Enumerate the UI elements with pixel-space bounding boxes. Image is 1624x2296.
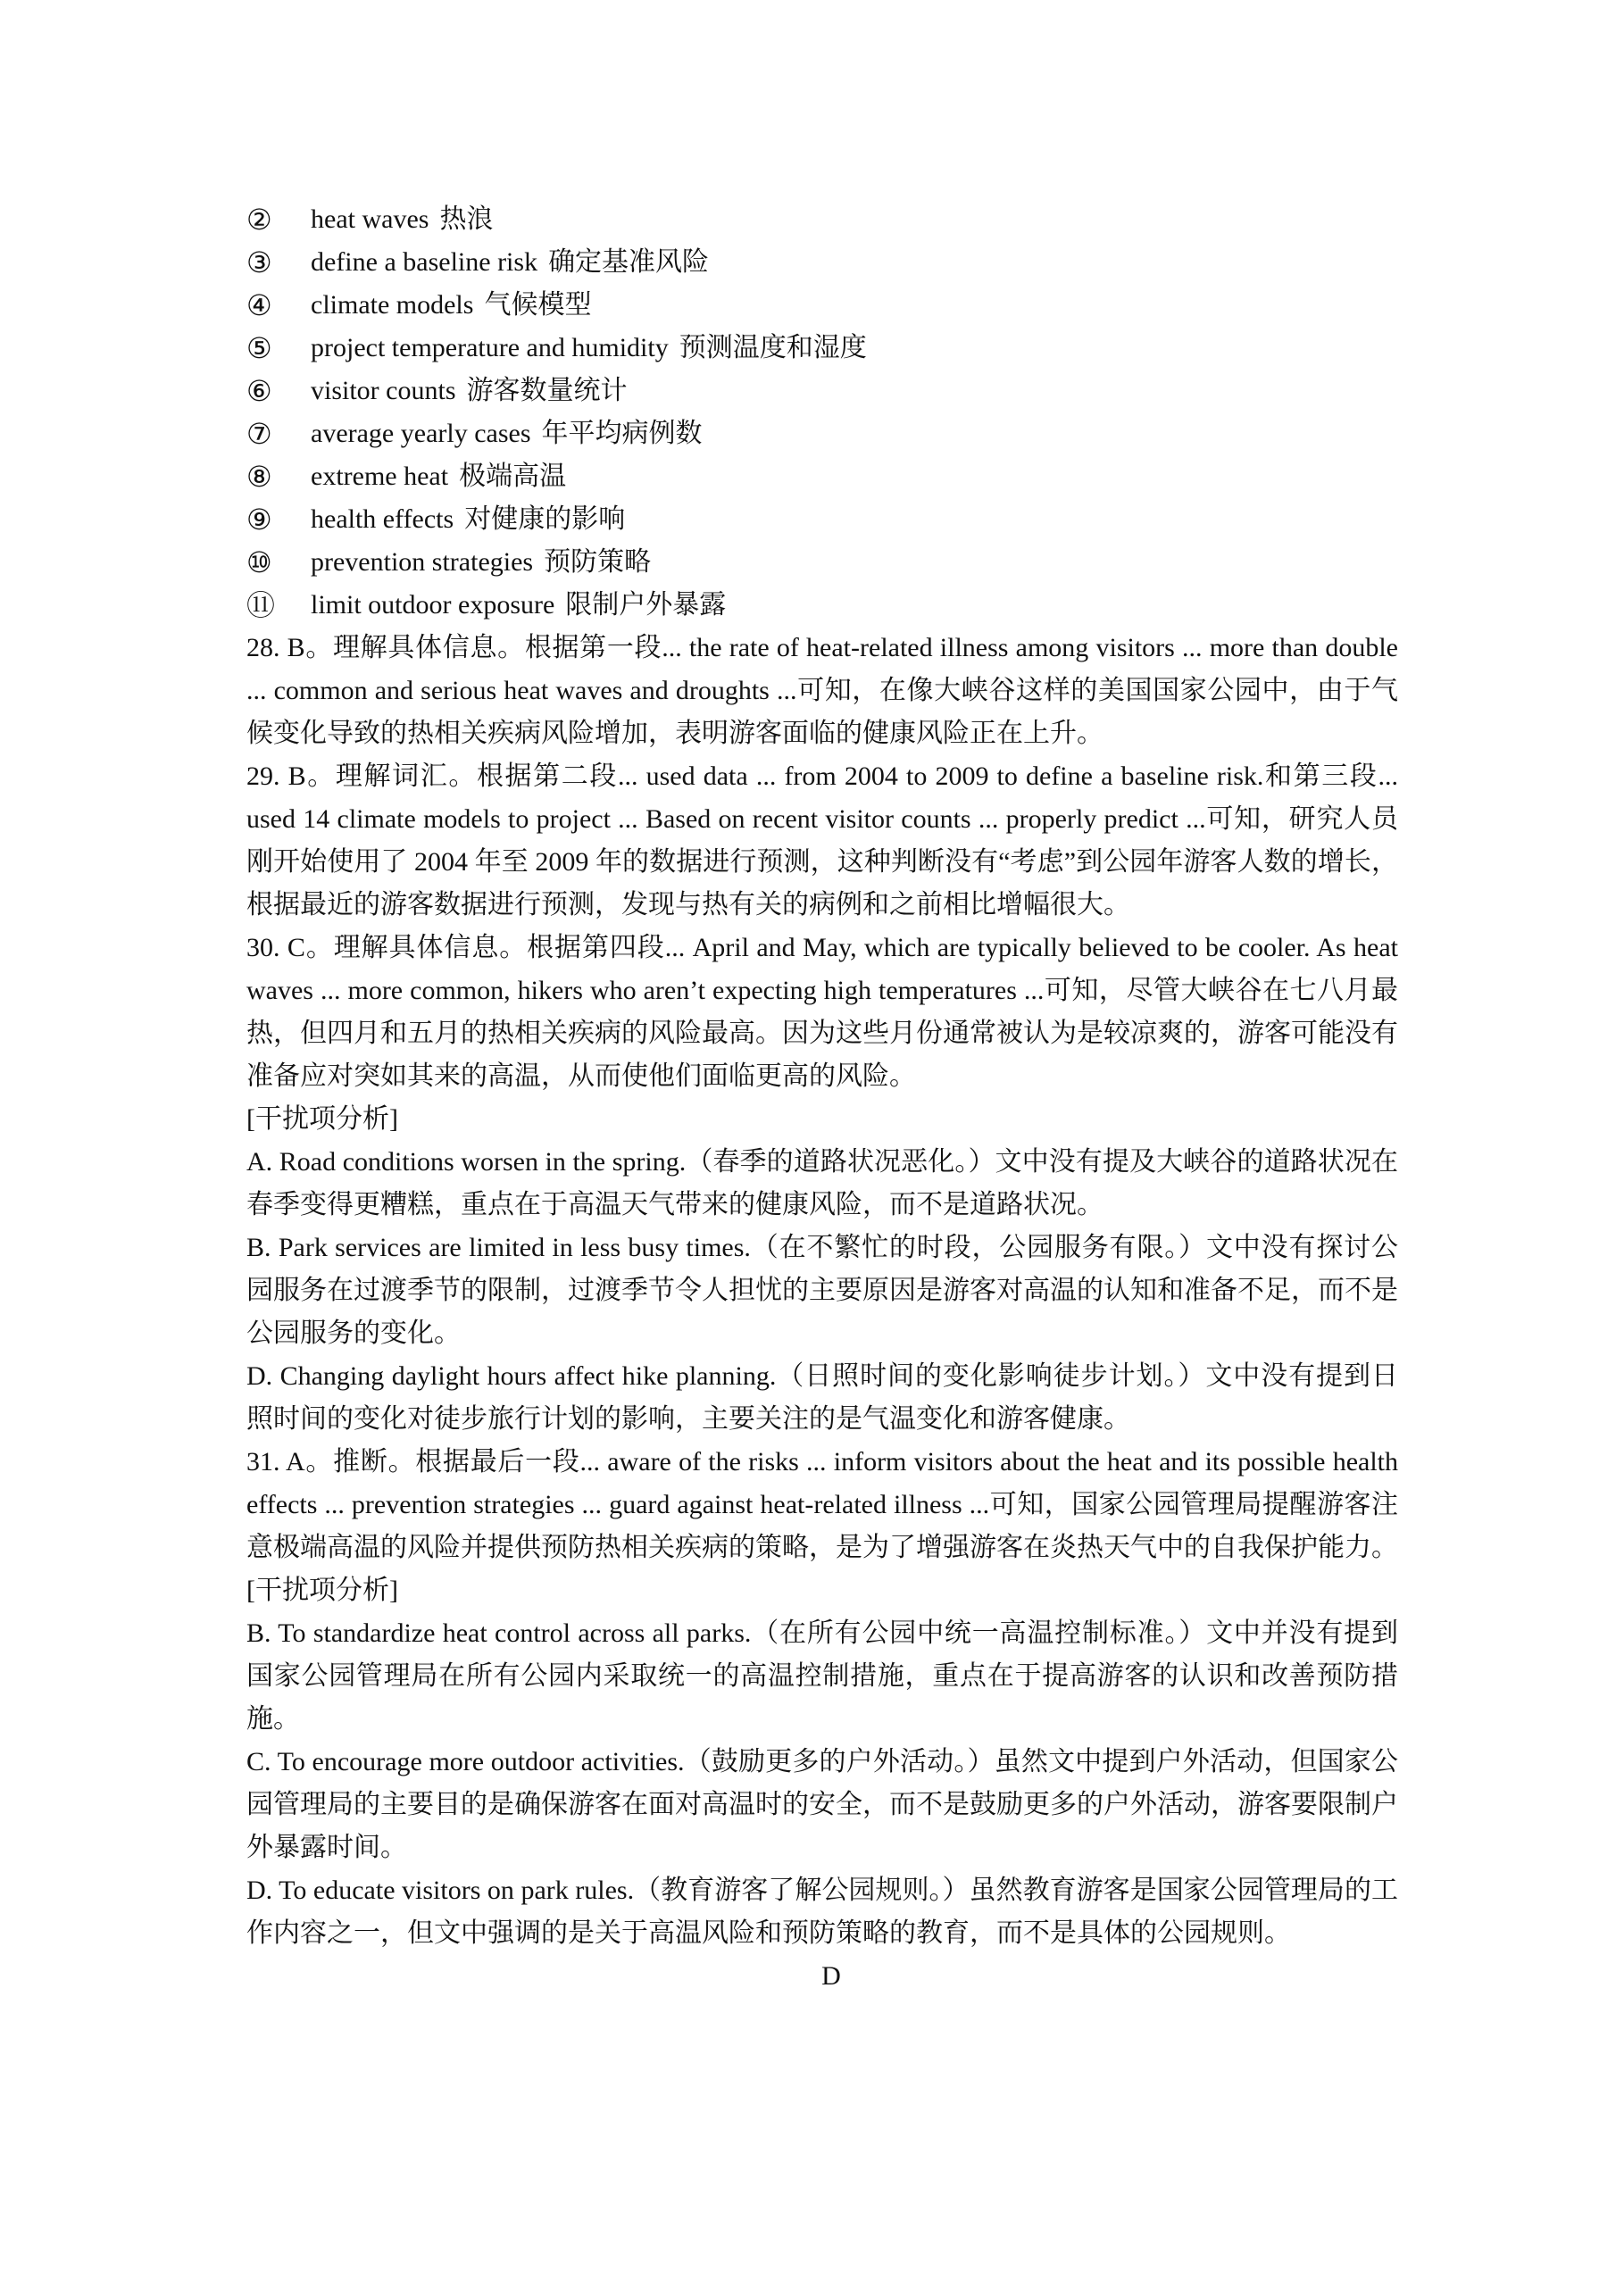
answer-30-explanation: 30. C。理解具体信息。根据第四段... April and May, which are typically believed to be cooler. As heat waves ... more common, hikers who aren’t expecting high temperatures ...可知，尽管大峡谷在七八月最热，但四月和五月的热相关疾病的风险最高。因为这些月份通常被认为是较凉爽的，游客可能没有准备应对突如其来的高温，从而使他们面临更高的风险。 <box>246 933 1398 1091</box>
vocab-english: extreme heat <box>311 462 449 491</box>
vocab-chinese: 极端高温 <box>459 462 567 491</box>
vocab-english: project temperature and humidity <box>311 333 669 362</box>
q30-option-d-analysis: D. Changing daylight hours affect hike planning.（日照时间的变化影响徒步计划。）文中没有提到日照时间的变化对徒步旅行计划的影响，主要关注的是气温变化和游客健康。 <box>246 1361 1398 1434</box>
q31-option-c-analysis: C. To encourage more outdoor activities.（鼓励更多的户外活动。）虽然文中提到户外活动，但国家公园管理局的主要目的是确保游客在面对高温时的安全，而不是鼓励更多的户外活动，游客要限制户外暴露时间。 <box>246 1747 1398 1862</box>
q31-option-d-analysis: D. To educate visitors on park rules.（教育游客了解公园规则。）虽然教育游客是国家公园管理局的工作内容之一，但文中强调的是关于高温风险和预防策略的教育，而不是具体的公园规则。 <box>246 1876 1398 1948</box>
q31-option-b-analysis: B. To standardize heat control across all parks.（在所有公园中统一高温控制标准。）文中并没有提到国家公园管理局在所有公园内采取统一的高温控制措施，重点在于提高游客的认识和改善预防措施。 <box>246 1618 1398 1734</box>
vocab-chinese: 预测温度和湿度 <box>679 333 867 362</box>
q30-option-b-analysis: B. Park services are limited in less busy times.（在不繁忙的时段，公园服务有限。）文中没有探讨公园服务在过渡季节的限制，过渡季节令人担忧的主要原因是游客对高温的认知和准备不足，而不是公园服务的变化。 <box>246 1233 1398 1348</box>
vocabulary-list <box>246 198 1398 627</box>
vocab-english: limit outdoor exposure <box>311 590 555 620</box>
vocab-number: ⑩ <box>246 546 272 578</box>
vocab-number: ② <box>246 204 272 236</box>
answer-29-explanation: 29. B。理解词汇。根据第二段... used data ... from 2004 to 2009 to define a baseline risk.和第三段... used 14 climate models to project ... Based on recent visitor counts ... properly predict ...可知，研究人员刚开始使用了 2004 年至 2009 年的数据进行预测，这种判断没有“考虑”到公园年游客人数的增长，根据最近的游客数据进行预测，发现与热有关的病例和之前相比增幅很大。 <box>246 761 1398 919</box>
vocab-number: ⑪ <box>246 589 276 621</box>
vocab-chinese: 游客数量统计 <box>466 376 628 405</box>
vocab-chinese: 确定基准风险 <box>548 247 710 277</box>
vocab-number: ⑧ <box>246 461 272 493</box>
vocab-english: prevention strategies <box>311 547 534 577</box>
vocab-item <box>246 412 1398 455</box>
vocab-english: define a baseline risk <box>311 247 538 277</box>
vocab-number: ⑤ <box>246 332 272 364</box>
vocab-item <box>246 241 1398 284</box>
vocab-number: ④ <box>246 289 272 321</box>
vocab-item <box>246 541 1398 584</box>
distractor-analysis-heading: [干扰项分析] <box>246 1104 398 1134</box>
q30-option-a-analysis: A. Road conditions worsen in the spring.（春季的道路状况恶化。）文中没有提及大峡谷的道路状况在春季变得更糟糕，重点在于高温天气带来的健康风险，而不是道路状况。 <box>246 1147 1398 1219</box>
vocab-english: visitor counts <box>311 376 456 405</box>
document-page <box>246 198 1398 1998</box>
vocab-english: health effects <box>311 504 454 534</box>
vocab-item <box>246 284 1398 327</box>
vocab-item <box>246 498 1398 541</box>
vocab-english: climate models <box>311 290 474 320</box>
answer-31-explanation: 31. A。推断。根据最后一段... aware of the risks ... inform visitors about the heat and its possible health effects ... prevention strategies ... guard against heat-related illness ...可知，国家公园管理局提醒游客注意极端高温的风险并提供预防热相关疾病的策略，是为了增强游客在炎热天气中的自我保护能力。 <box>246 1447 1398 1562</box>
section-letter: D <box>821 1961 841 1991</box>
vocab-chinese: 预防策略 <box>544 547 652 577</box>
vocab-chinese: 气候模型 <box>484 290 592 320</box>
vocab-item <box>246 370 1398 412</box>
distractor-analysis-heading: [干扰项分析] <box>246 1576 398 1605</box>
vocab-number: ⑨ <box>246 503 272 536</box>
vocab-english: heat waves <box>311 204 429 234</box>
vocab-item <box>246 198 1398 241</box>
vocab-number: ③ <box>246 246 272 279</box>
answer-28-explanation: 28. B。理解具体信息。根据第一段... the rate of heat-related illness among visitors ... more than double ... common and serious heat waves and droughts ...可知，在像大峡谷这样的美国国家公园中，由于气候变化导致的热相关疾病风险增加，表明游客面临的健康风险正在上升。 <box>246 633 1398 748</box>
vocab-chinese: 限制户外暴露 <box>565 590 727 620</box>
vocab-english: average yearly cases <box>311 419 531 448</box>
vocab-item <box>246 327 1398 370</box>
vocab-item <box>246 584 1398 627</box>
vocab-chinese: 热浪 <box>439 204 494 234</box>
vocab-number: ⑦ <box>246 418 272 450</box>
vocab-item <box>246 455 1398 498</box>
vocab-number: ⑥ <box>246 375 272 407</box>
vocab-chinese: 年平均病例数 <box>541 419 703 448</box>
vocab-chinese: 对健康的影响 <box>464 504 626 534</box>
